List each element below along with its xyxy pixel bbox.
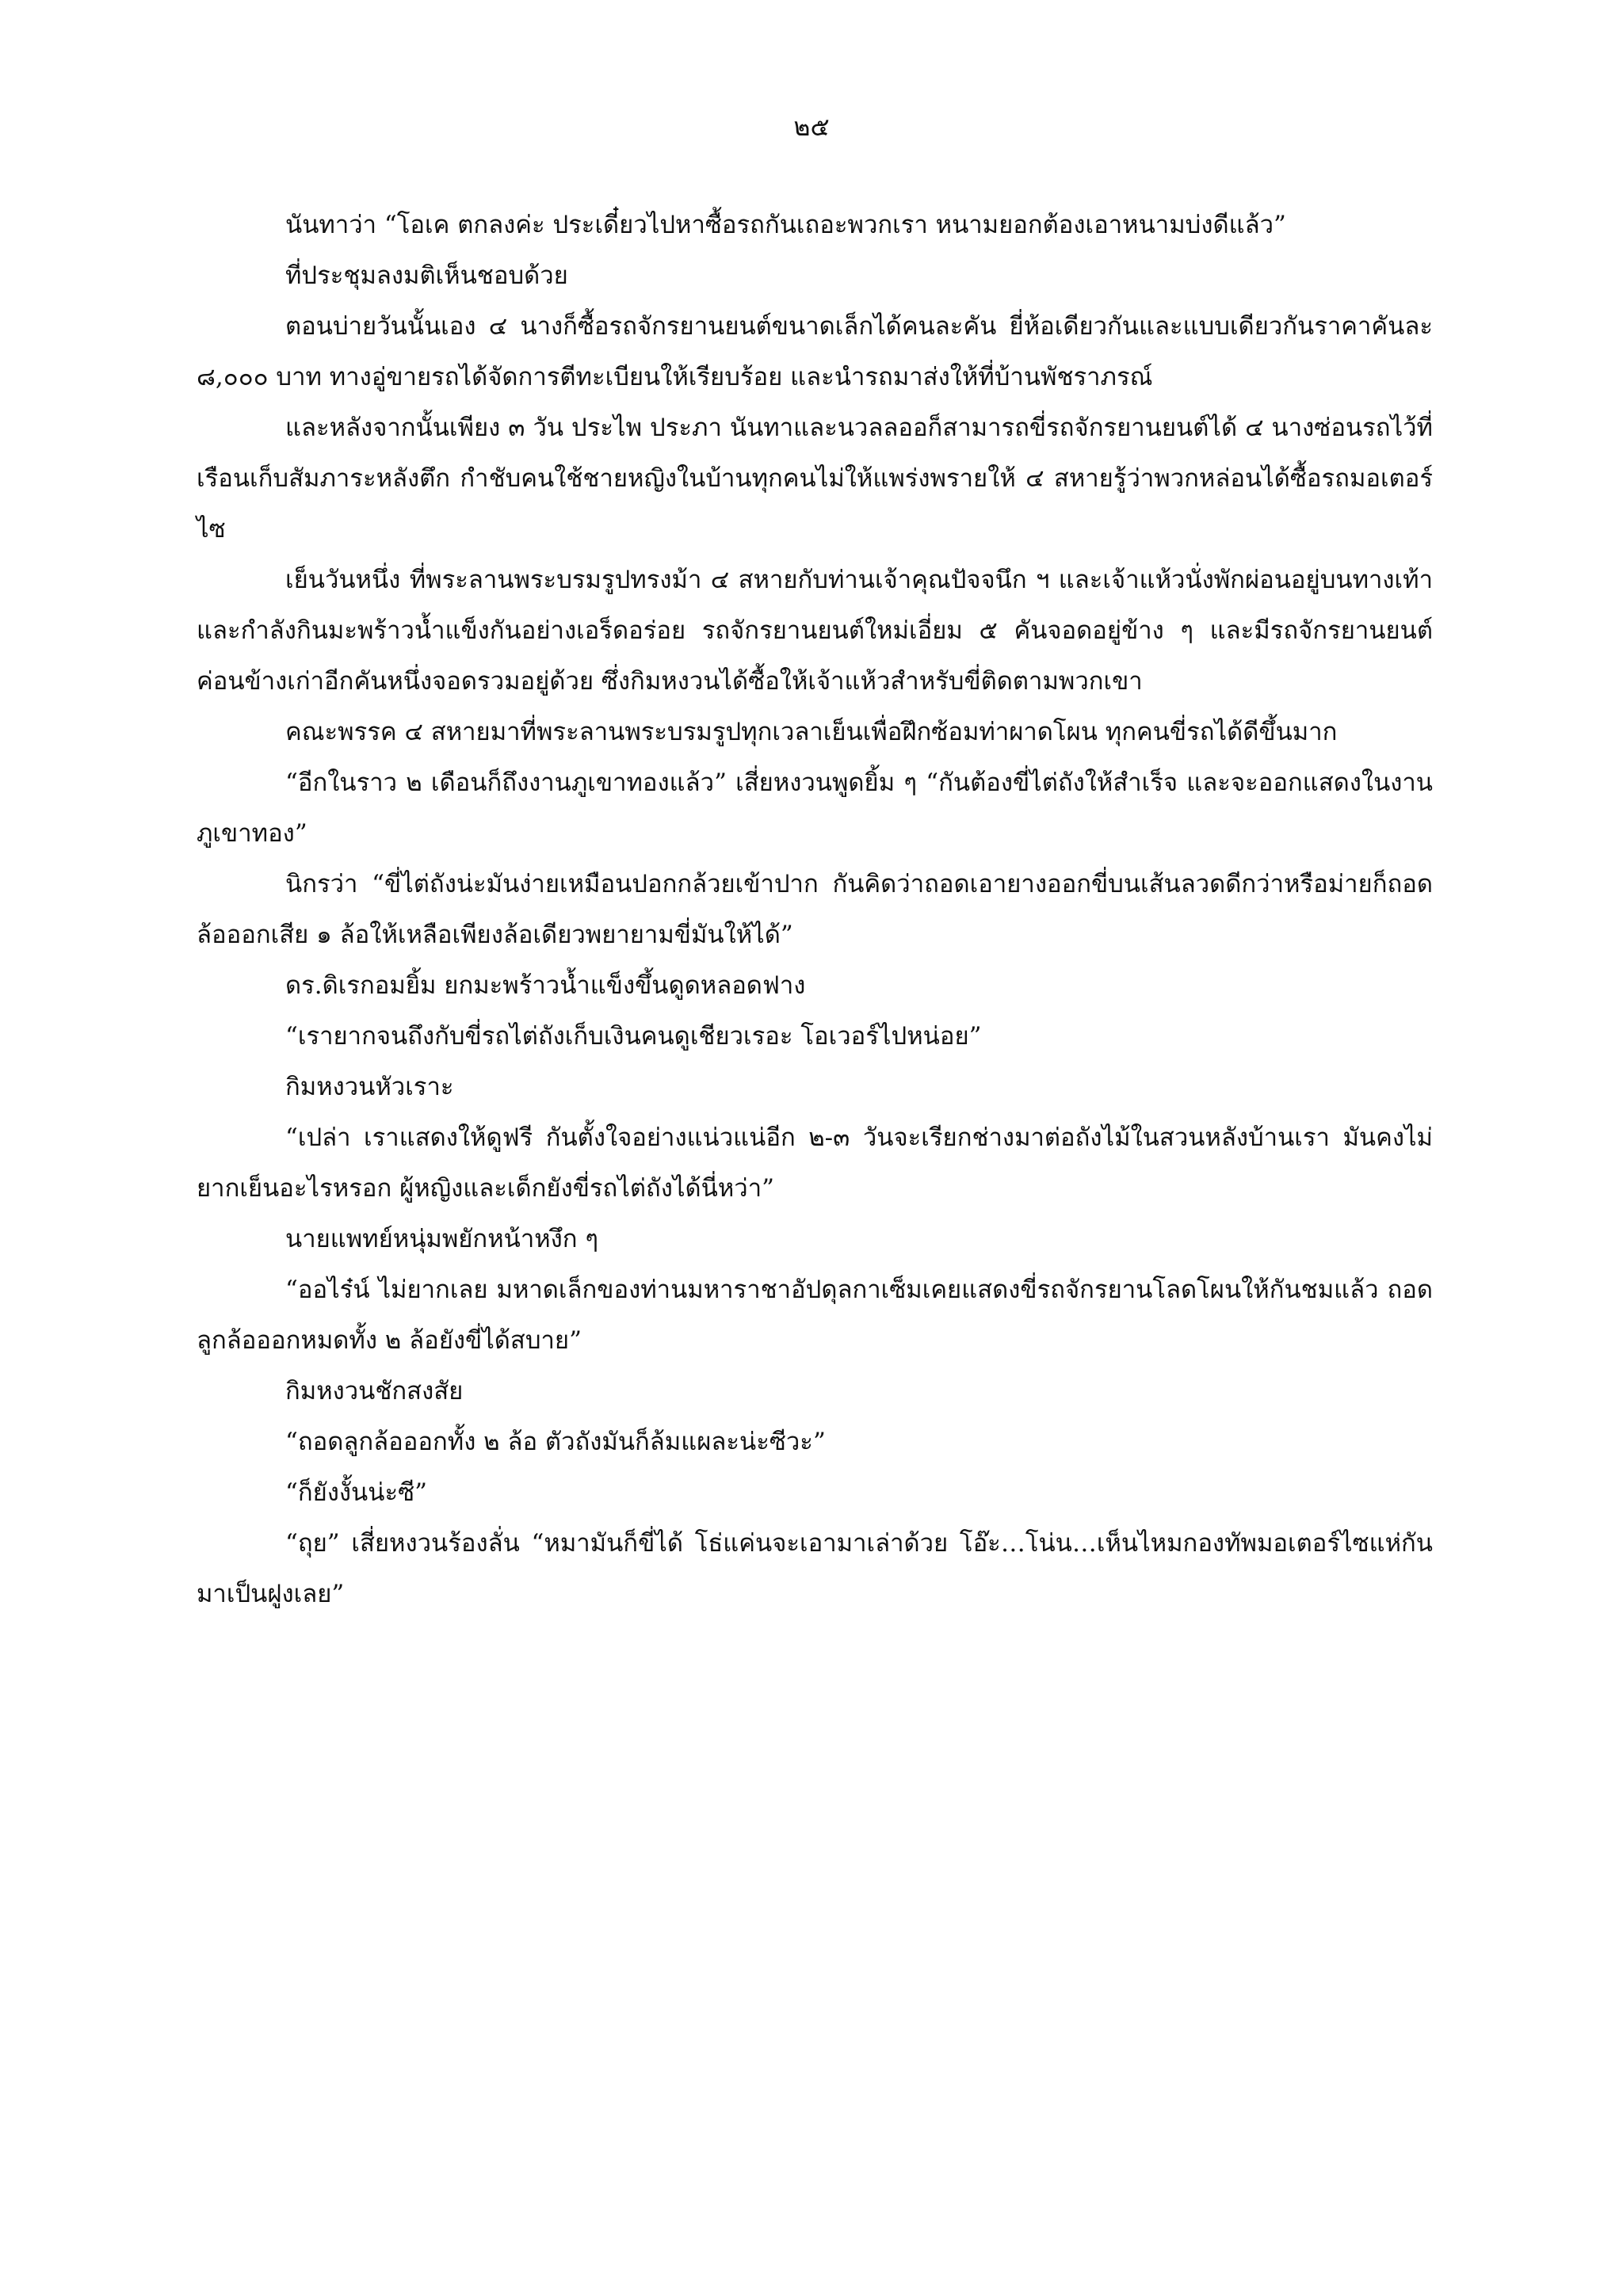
paragraph: “ออไร๋น์ ไม่ยากเลย มหาดเล็กของท่านมหาราชาอัปดุลกาเซ็มเคยแสดงขี่รถจักรยานโลดโผนให้กันชมแล้ว ถอดลูกล้อออกหมดทั้ง ๒ ล้อยังขี่ได้สบาย” xyxy=(197,1276,1433,1355)
paragraph: “ถุย” เสี่ยหงวนร้องลั่น “หมามันก็ขี่ได้ โธ่แค่นจะเอามาเล่าด้วย โอ๊ะ…โน่น…เห็นไหมกองทัพมอเตอร์ไซแห่กันมาเป็นฝูงเลย” xyxy=(197,1529,1433,1608)
paragraph: “เปล่า เราแสดงให้ดูฟรี กันตั้งใจอย่างแน่วแน่อีก ๒-๓ วันจะเรียกช่างมาต่อถังไม้ในสวนหลังบ้านเรา มันคงไม่ยากเย็นอะไรหรอก ผู้หญิงและเด็กยังขี่รถไต่ถังได้นี่หว่า” xyxy=(197,1123,1433,1203)
story-text xyxy=(197,200,1433,1619)
paragraph: นิกรว่า “ขี่ไต่ถังน่ะมันง่ายเหมือนปอกกล้วยเข้าปาก กันคิดว่าถอดเอายางออกขี่บนเส้นลวดดีกว่าหรือม่ายก็ถอดล้อออกเสีย ๑ ล้อให้เหลือเพียงล้อเดียวพยายามขี่มันให้ได้” xyxy=(197,870,1433,949)
paragraph: คณะพรรค ๔ สหายมาที่พระลานพระบรมรูปทุกเวลาเย็นเพื่อฝึกซ้อมท่าผาดโผน ทุกคนขี่รถได้ดีขึ้นมาก xyxy=(285,718,1338,746)
paragraph: ที่ประชุมลงมติเห็นชอบด้วย xyxy=(285,261,568,290)
paragraph: ตอนบ่ายวันนั้นเอง ๔ นางก็ซื้อรถจักรยานยนต์ขนาดเล็กได้คนละคัน ยี่ห้อเดียวกันและแบบเดียวกันราคาคันละ ๘,๐๐๐ บาท ทางอู่ขายรถได้จัดการตีทะเบียนให้เรียบร้อย และนำรถมาส่งให้ที่บ้านพัชราภรณ์ xyxy=(197,312,1433,391)
paragraph: “เรายากจนถึงกับขี่รถไต่ถังเก็บเงินคนดูเชียวเรอะ โอเวอร์ไปหน่อย” xyxy=(285,1022,982,1051)
paragraph: “อีกในราว ๒ เดือนก็ถึงงานภูเขาทองแล้ว” เสี่ยหงวนพูดยิ้ม ๆ “กันต้องขี่ไต่ถังให้สำเร็จ และจะออกแสดงในงานภูเขาทอง” xyxy=(197,769,1433,848)
paragraph: กิมหงวนหัวเราะ xyxy=(285,1073,454,1101)
page-number: ๒๕ xyxy=(793,112,830,142)
paragraph: ดร.ดิเรกอมยิ้ม ยกมะพร้าวน้ำแข็งขึ้นดูดหลอดฟาง xyxy=(285,971,806,1000)
paragraph: และหลังจากนั้นเพียง ๓ วัน ประไพ ประภา นันทาและนวลลออก็สามารถขี่รถจักรยานยนต์ได้ ๔ นางซ่อนรถไว้ที่เรือนเก็บสัมภาระหลังตึก กำชับคนใช้ชายหญิงในบ้านทุกคนไม่ให้แพร่งพรายให้ ๔ สหายรู้ว่าพวกหล่อนได้ซื้อรถมอเตอร์ไซ xyxy=(197,414,1433,543)
paragraph: “ก็ยังงั้นน่ะซี” xyxy=(285,1478,427,1507)
paragraph: เย็นวันหนึ่ง ที่พระลานพระบรมรูปทรงม้า ๔ สหายกับท่านเจ้าคุณปัจจนึก ฯ และเจ้าแห้วนั่งพักผ่อนอยู่บนทางเท้าและกำลังกินมะพร้าวน้ำแข็งกันอย่างเอร็ดอร่อย รถจักรยานยนต์ใหม่เอี่ยม ๕ คันจอดอยู่ข้าง ๆ และมีรถจักรยานยนต์ค่อนข้างเก่าอีกคันหนึ่งจอดรวมอยู่ด้วย ซึ่งกิมหงวนได้ซื้อให้เจ้าแห้วสำหรับขี่ติดตามพวกเขา xyxy=(197,566,1433,696)
paragraph: นายแพทย์หนุ่มพยักหน้าหงึก ๆ xyxy=(285,1225,599,1253)
paragraph: “ถอดลูกล้อออกทั้ง ๒ ล้อ ตัวถังมันก็ล้มแผละน่ะซีวะ” xyxy=(285,1428,826,1456)
paragraph: กิมหงวนชักสงสัย xyxy=(285,1377,464,1405)
paragraph: นันทาว่า “โอเค ตกลงค่ะ ประเดี๋ยวไปหาซื้อรถกันเถอะพวกเรา หนามยอกต้องเอาหนามบ่งดีแล้ว” xyxy=(285,211,1286,239)
